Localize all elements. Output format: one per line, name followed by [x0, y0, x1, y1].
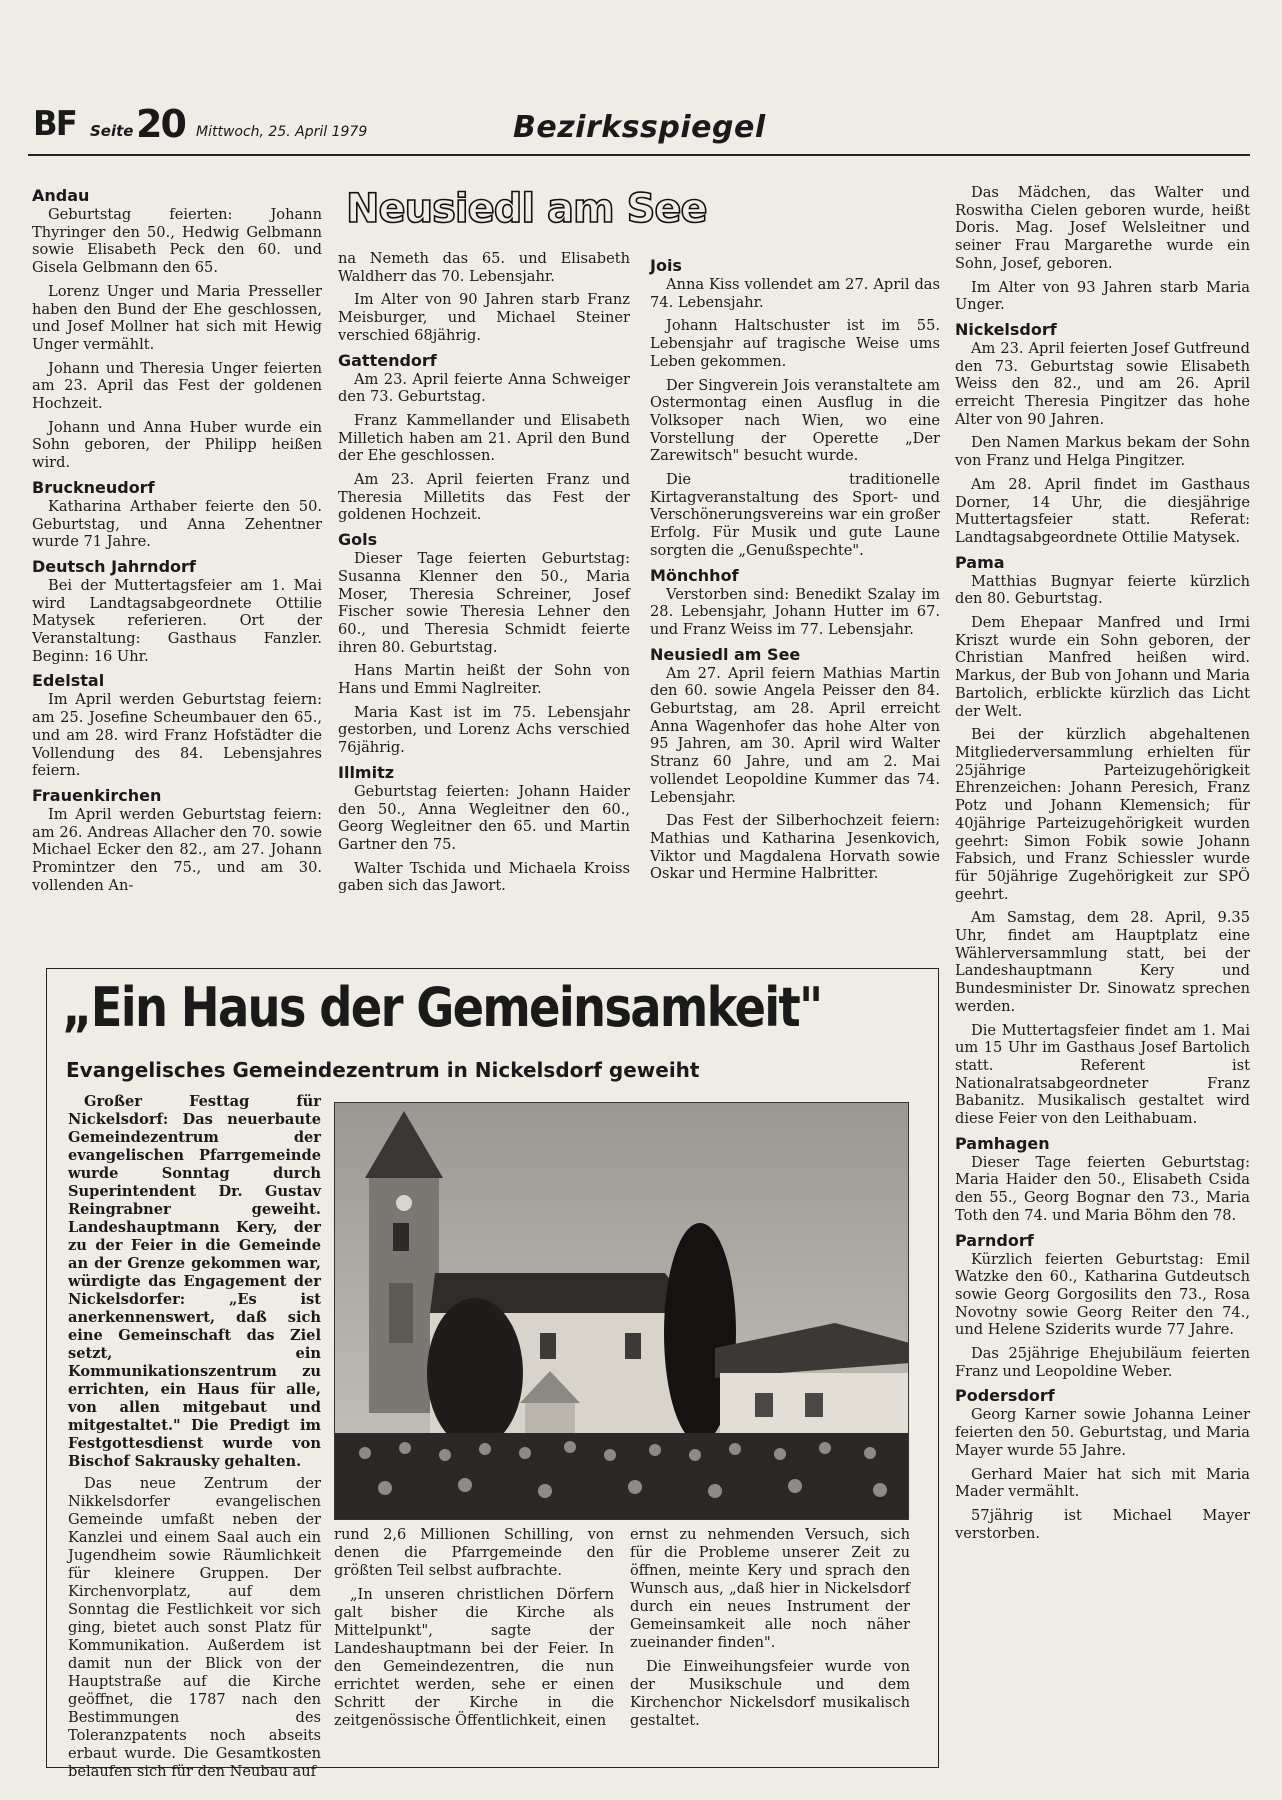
church-photo [334, 1102, 909, 1520]
story-lead: Großer Festtag für Nickelsdorf: Das neuerbaute Gemeindezentrum der evangelischen Pfarrgemeinde wurde Sonntag durch Superintendent Dr. Gustav Reingrabner geweiht. Landeshauptmann Kery, der zu der Feier in die Gemeinde an der Grenze gekommen war, würdigte das Engagement der Nickelsdorfer: „Es ist anerkennenswert, daß sich eine Gemeinschaft das Ziel setzt, ein Kommunikationszentrum zu errichten, ein Haus für alle, von allen mitgebaut und mitgestaltet." Die Predigt im Festgottesdienst wurde von Bischof Sakrausky gehalten. [68, 1093, 321, 1470]
story-column-2 [334, 1526, 614, 1736]
page-number: 20 [136, 102, 185, 146]
paragraph: Bei der Muttertagsfeier am 1. Mai wird Landtagsabgeordnete Ottilie Matysek referieren. Ort der Veranstaltung: Gasthaus Fanzler. Beginn: 16 Uhr. [32, 576, 322, 665]
section-logo [346, 186, 711, 236]
paragraph: Im April werden Geburtstag feiern: am 26. Andreas Allacher den 70. sowie Michael Ecker den 82., am 27. Johann Promintzer den 75., und am 30. vollenden An- [32, 805, 322, 894]
paragraph: Dem Ehepaar Manfred und Irmi Kriszt wurde ein Sohn geboren, der Christian Manfred heißen wird. Markus, der Bub von Johann und Maria Bartolich, erblickte kürzlich das Licht der Welt. [955, 614, 1250, 720]
column-4 [955, 184, 1250, 1548]
column-1 [32, 184, 322, 901]
paragraph: 57jährig ist Michael Mayer verstorben. [955, 1507, 1250, 1542]
paragraph: Das neue Zentrum der Nikkelsdorfer evangelischen Gemeinde umfaßt neben der Kanzlei und einem Saal auch ein Jugendheim sowie Räumlichkeit für kleinere Gruppen. Der Kirchenvorplatz, auf dem Sonntag die Festlichkeit vor sich ging, bietet auch sonst Platz für Kommunikation. Außerdem ist damit nun der Blick von der Hauptstraße auf die Kirche geöffnet, die 1787 nach den Bestimmungen des Toleranzpatents noch abseits erbaut wurde. Die Gesamtkosten belaufen sich für den Neubau auf [68, 1475, 321, 1780]
paragraph: Johann Haltschuster ist im 55. Lebensjahr auf tragische Weise ums Leben gekommen. [650, 317, 940, 370]
heading-illmitz: Illmitz [338, 762, 395, 782]
heading-edelstal: Edelstal [32, 671, 105, 691]
heading-pamhagen: Pamhagen [955, 1133, 1050, 1153]
paragraph: Dieser Tage feierten Geburtstag: Susanna Klenner den 50., Maria Moser, Theresia Schreiner, Josef Fischer sowie Theresia Lehner den 60., und Theresia Schmidt feierte ihren 80. Geburtstag. [338, 550, 630, 656]
brand-logo: BF [33, 104, 76, 144]
paragraph: ernst zu nehmenden Versuch, sich für die Probleme unserer Zeit zu öffnen, meinte Kery und sprach den Wunsch aus, „daß hier in Nickelsdorf durch ein neues Instrument der Gemeinsamkeit alle noch näher zueinander finden". [630, 1526, 910, 1651]
paragraph: Kürzlich feierten Geburtstag: Emil Watzke den 60., Katharina Gutdeutsch sowie Georg Gorgosilits den 73., Rosa Novotny sowie Georg Reiter den 74., und Helene Sziderits wurde 77 Jahre. [955, 1250, 1250, 1339]
paragraph: Das 25jährige Ehejubiläum feierten Franz und Leopoldine Weber. [955, 1345, 1250, 1380]
heading-parndorf: Parndorf [955, 1230, 1034, 1250]
paragraph: Verstorben sind: Benedikt Szalay im 28. Lebensjahr, Johann Hutter im 67. und Franz Weiss im 77. Lebensjahr. [650, 585, 940, 638]
heading-frauenkirchen: Frauenkirchen [32, 785, 162, 805]
story-column-3 [630, 1526, 910, 1736]
heading-bruckneudorf: Bruckneudorf [32, 477, 155, 497]
paragraph: rund 2,6 Millionen Schilling, von denen die Pfarrgemeinde den größten Teil selbst aufbrachte. [334, 1526, 614, 1579]
paragraph: Johann und Theresia Unger feierten am 23. April das Fest der goldenen Hochzeit. [32, 359, 322, 413]
heading-gols: Gols [338, 530, 378, 550]
paragraph: Die Muttertagsfeier findet am 1. Mai um 15 Uhr im Gasthaus Josef Bartolich statt. Referent ist Nationalratsabgeordneter Franz Babanitz. Musikalisch gestaltet wird diese Feier von den Leithabuam. [955, 1021, 1250, 1128]
story-subheadline: Evangelisches Gemeindezentrum in Nickelsdorf geweiht [66, 1058, 700, 1082]
paragraph: Das Fest der Silberhochzeit feiern: Mathias und Katharina Jesenkovich, Viktor und Magdalena Horvath sowie Oskar und Hermine Halbritter. [650, 812, 940, 883]
story-headline: „Ein Haus der Gemeinsamkeit" [62, 976, 822, 1039]
paragraph: Walter Tschida und Michaela Kroiss gaben sich das Jawort. [338, 859, 630, 895]
paragraph: Am 28. April findet im Gasthaus Dorner, 14 Uhr, die diesjährige Muttertagsfeier statt. Referat: Landtagsabgeordnete Ottilie Matysek. [955, 475, 1250, 546]
heading-deutsch-jahrndorf: Deutsch Jahrndorf [32, 556, 196, 576]
heading-jois: Jois [650, 256, 682, 275]
column-3 [650, 254, 940, 889]
paragraph: Die traditionelle Kirtagveranstaltung des Sport- und Verschönerungsvereins war ein großer Erfolg. Für Musik und gute Laune sorgten die „Genußspechte". [650, 471, 940, 559]
church-photo-illustration [335, 1103, 909, 1520]
column-2 [338, 250, 630, 901]
paragraph: Am 23. April feierten Franz und Theresia Milletits das Fest der goldenen Hochzeit. [338, 471, 630, 524]
paragraph: Die Einweihungsfeier wurde von der Musikschule und dem Kirchenchor Nickelsdorf musikalisch gestaltet. [630, 1658, 910, 1729]
paragraph: Das Mädchen, das Walter und Roswitha Cielen geboren wurde, heißt Doris. Mag. Josef Welsleitner und seiner Frau Margarethe wurde ein Sohn, Josef, geboren. [955, 184, 1250, 272]
paragraph: Johann und Anna Huber wurde ein Sohn geboren, der Philipp heißen wird. [32, 418, 322, 472]
issue-date: Mittwoch, 25. April 1979 [196, 124, 368, 140]
heading-andau: Andau [32, 186, 90, 205]
masthead [28, 104, 1250, 156]
paragraph: Im Alter von 93 Jahren starb Maria Unger. [955, 278, 1250, 314]
masthead-rule [28, 154, 1250, 156]
paragraph: Geburtstag feierten: Johann Thyringer den 50., Hedwig Gelbmann sowie Elisabeth Peck den 60. und Gisela Gelbmann den 65. [32, 206, 322, 277]
section-title: Bezirksspiegel [513, 110, 766, 145]
paragraph: Anna Kiss vollendet am 27. April das 74. Lebensjahr. [650, 276, 940, 311]
paragraph: Franz Kammellander und Elisabeth Milletich haben am 21. April den Bund der Ehe geschlossen. [338, 411, 630, 465]
paragraph: Im Alter von 90 Jahren starb Franz Meisburger, und Michael Steiner verschied 68jährig. [338, 291, 630, 344]
heading-pama: Pama [955, 552, 1005, 572]
heading-nickelsdorf: Nickelsdorf [955, 319, 1057, 339]
heading-neusiedl: Neusiedl am See [650, 644, 801, 664]
paragraph: Matthias Bugnyar feierte kürzlich den 80. Geburtstag. [955, 572, 1250, 608]
paragraph: Katharina Arthaber feierte den 50. Geburtstag, und Anna Zehentner wurde 71 Jahre. [32, 497, 322, 551]
page-word: Seite [90, 122, 134, 140]
heading-podersdorf: Podersdorf [955, 1386, 1055, 1406]
paragraph: Hans Martin heißt der Sohn von Hans und Emmi Naglreiter. [338, 662, 630, 698]
paragraph: Am 23. April feierten Josef Gutfreund den 73. Geburtstag sowie Elisabeth Weiss den 82., und am 26. April erreicht Theresia Pingitzer das hohe Alter von 90 Jahren. [955, 339, 1250, 428]
paragraph: Am 23. April feierte Anna Schweiger den 73. Geburtstag. [338, 370, 630, 406]
paragraph: Der Singverein Jois veranstaltete am Ostermontag einen Ausflug in die Volksoper nach Wien, wo eine Vorstellung der Operette „Der Zarewitsch" besucht wurde. [650, 376, 940, 465]
paragraph: Geburtstag feierten: Johann Haider den 50., Anna Wegleitner den 60., Georg Wegleitner den 65. und Martin Gartner den 75. [338, 782, 630, 853]
paragraph: Im April werden Geburtstag feiern: am 25. Josefine Scheumbauer den 65., und am 28. wird Franz Hofstädter die Vollendung des 84. Lebensjahres feiern. [32, 691, 322, 780]
paragraph: Den Namen Markus bekam der Sohn von Franz und Helga Pingitzer. [955, 434, 1250, 470]
paragraph: „In unseren christlichen Dörfern galt bisher die Kirche als Mittelpunkt", sagte der Landeshauptmann bei der Feier. In den Gemeindezentren, die nun errichtet werden, sehe er einen Schritt der Kirche in die zeitgenössische Öffentlichkeit, einen [334, 1586, 614, 1729]
section-logo-text: Neusiedl am See [346, 186, 707, 232]
paragraph: Am 27. April feiern Mathias Martin den 60. sowie Angela Peisser den 84. Geburtstag, am 28. April erreicht Anna Wagenhofer das hohe Alter von 95 Jahren, am 30. April wird Walter Stranz 60 Jahre, und am 2. Mai vollendet Leopoldine Kummer das 74. Lebensjahr. [650, 664, 940, 806]
heading-gattendorf: Gattendorf [338, 350, 437, 370]
paragraph: Dieser Tage feierten Geburtstag: Maria Haider den 50., Elisabeth Csida den 55., Georg Bognar den 73., Maria Toth den 74. und Maria Böhm den 78. [955, 1153, 1250, 1224]
paragraph: Lorenz Unger und Maria Presseller haben den Bund der Ehe geschlossen, und Josef Mollner hat sich mit Hewig Unger vermählt. [32, 282, 322, 353]
paragraph: Maria Kast ist im 75. Lebensjahr gestorben, und Lorenz Achs verschied 76jährig. [338, 703, 630, 757]
paragraph: Georg Karner sowie Johanna Leiner feierten den 50. Geburtstag, und Maria Mayer wurde 55 Jahre. [955, 1406, 1250, 1459]
story-lead-column [68, 1093, 321, 1785]
paragraph: Gerhard Maier hat sich mit Maria Mader vermählt. [955, 1465, 1250, 1501]
paragraph: Am Samstag, dem 28. April, 9.35 Uhr, findet am Hauptplatz eine Wählerversammlung statt, bei der Landeshauptmann Kery und Bundesminister Dr. Sinowatz sprechen werden. [955, 909, 1250, 1015]
heading-moenchhof: Mönchhof [650, 565, 739, 585]
paragraph: Bei der kürzlich abgehaltenen Mitgliederversammlung erhielten für 25jährige Parteizugehörigkeit Ehrenzeichen: Johann Peresich, Franz Potz und Johann Klemensich; für 40jährige Parteizugehörigkeit wurden geehrt: Simon Fobik sowie Johann Fabsich, und Franz Schiessler wurde für 50jährige Zugehörigkeit zur SPÖ geehrt. [955, 726, 1250, 903]
paragraph: na Nemeth das 65. und Elisabeth Waldherr das 70. Lebensjahr. [338, 250, 630, 285]
